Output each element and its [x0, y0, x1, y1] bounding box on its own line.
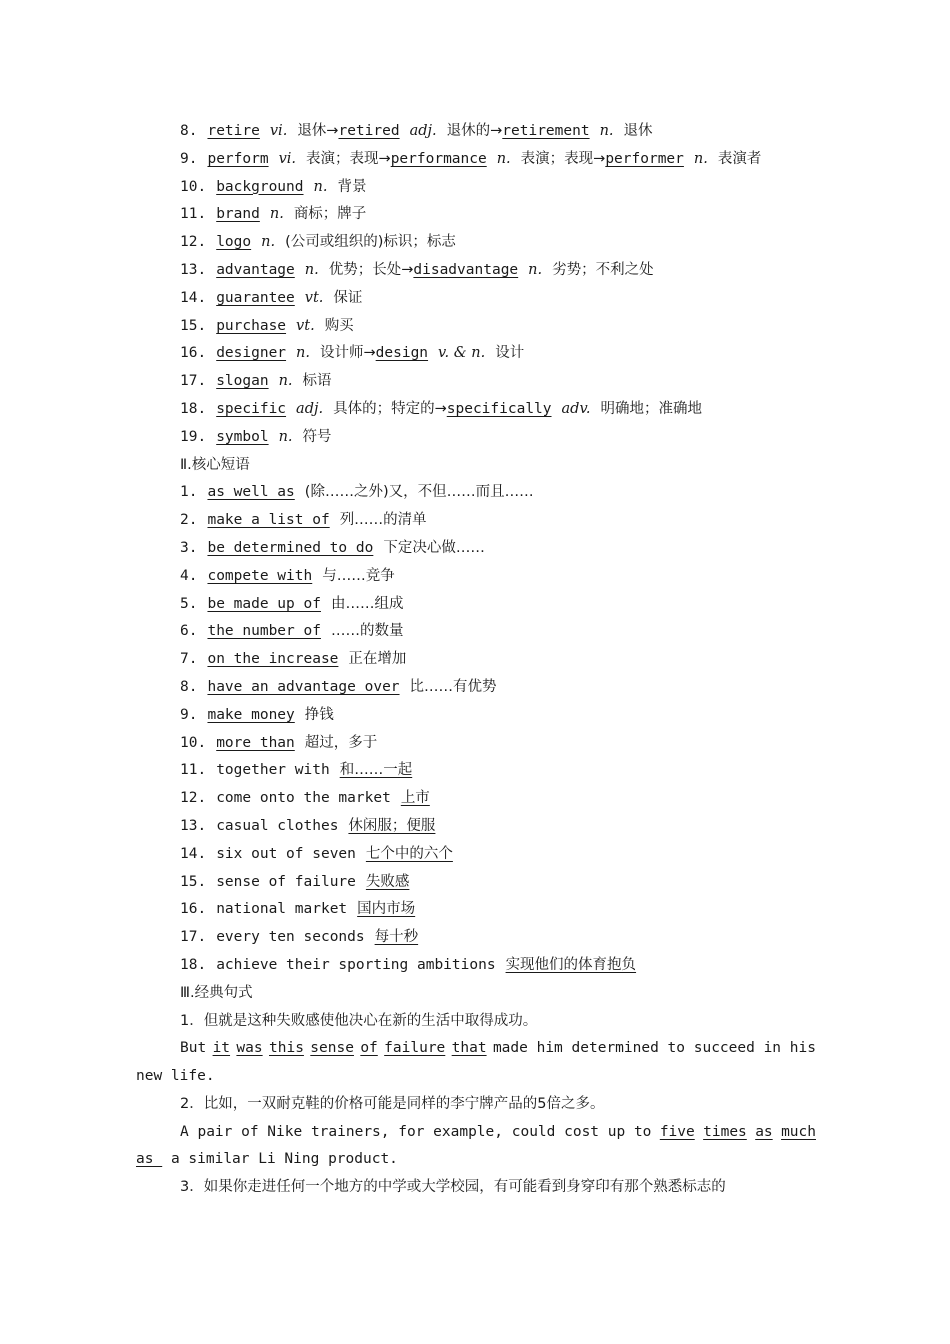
phrase-english: more than — [216, 734, 295, 751]
phrase-chinese: 休闲服；便服 — [348, 817, 436, 834]
blank-word: it — [212, 1040, 231, 1057]
blank-word: failure — [384, 1040, 446, 1057]
vocab-meaning: 符号 — [302, 428, 332, 445]
phrase-english: casual clothes — [216, 817, 339, 834]
item-number: 18. — [180, 956, 207, 973]
part-of-speech: n. — [528, 261, 543, 278]
part-of-speech: adj. — [296, 400, 324, 417]
vocab-meaning: 优势；长处→ — [328, 261, 414, 278]
part-of-speech: vi. — [269, 123, 288, 139]
blank-word: sense — [310, 1040, 354, 1057]
blank-word: five — [659, 1123, 695, 1140]
phrase-list-translate — [136, 757, 816, 979]
phrase-item — [136, 841, 816, 869]
item-number: 2. — [180, 512, 198, 529]
part-of-speech: n. — [269, 206, 284, 223]
item-number: 5. — [180, 595, 198, 612]
phrase-chinese: 上市 — [400, 790, 430, 807]
phrase-item — [136, 952, 816, 980]
part-of-speech: n. — [304, 261, 319, 278]
part-of-speech: n. — [261, 234, 276, 251]
item-number: 12. — [180, 790, 207, 807]
phrase-item — [136, 924, 816, 952]
sentence-2-continuation — [136, 1146, 816, 1174]
blank-word: as — [755, 1123, 773, 1140]
item-number: 14. — [180, 845, 207, 862]
vocab-word: disadvantage — [413, 261, 519, 278]
vocab-meaning: 明确地；准确地 — [600, 400, 703, 417]
phrase-chinese: 由……组成 — [330, 595, 404, 612]
phrase-english: six out of seven — [216, 845, 356, 862]
item-number: 12. — [180, 234, 207, 251]
phrase-english: on the increase — [207, 651, 339, 668]
phrase-english: national market — [216, 901, 348, 918]
vocab-meaning: 表演；表现→ — [520, 150, 606, 167]
sentence-2-chinese: 2．比如，一双耐克鞋的价格可能是同样的李宁牌产品的5倍之多。 — [180, 1095, 605, 1112]
part-of-speech: n. — [313, 178, 328, 195]
part-of-speech: n. — [296, 345, 310, 362]
phrase-english: have an advantage over — [207, 678, 400, 695]
vocab-meaning: 背景 — [337, 178, 367, 195]
phrase-item — [136, 591, 816, 619]
phrase-item — [136, 646, 816, 674]
vocab-meaning: 表演；表现→ — [306, 150, 391, 167]
phrase-english: make a list of — [207, 512, 330, 529]
vocab-word: advantage — [216, 261, 295, 278]
part-of-speech: adv. — [561, 400, 591, 417]
part-of-speech: n. — [599, 123, 614, 139]
phrase-chinese: 七个中的六个 — [365, 845, 453, 862]
vocab-item — [136, 174, 816, 202]
phrase-chinese: 比……有优势 — [409, 678, 497, 695]
sentence-1-english — [136, 1035, 816, 1063]
blank-word: much — [781, 1123, 816, 1140]
vocab-item — [136, 396, 816, 424]
phrase-english: be determined to do — [207, 539, 374, 556]
phrase-item — [136, 563, 816, 591]
item-number: 9. — [180, 150, 198, 167]
vocab-item — [136, 424, 816, 452]
vocab-word: background — [216, 178, 304, 195]
phrase-chinese: ……的数量 — [330, 623, 404, 640]
phrase-english: the number of — [207, 623, 321, 640]
phrase-chinese: 失败感 — [365, 873, 410, 890]
part-of-speech: adj. — [409, 123, 437, 139]
part-of-speech: v. & n. — [438, 345, 486, 362]
vocab-meaning: 保证 — [333, 289, 363, 306]
blank-word: of — [360, 1040, 378, 1057]
part-of-speech: n. — [278, 373, 293, 390]
vocab-item — [136, 118, 816, 146]
item-number: 18. — [180, 400, 207, 417]
vocab-word: specific — [216, 400, 287, 417]
phrase-chinese: 下定决心做…… — [383, 539, 485, 556]
item-number: 11. — [180, 762, 207, 779]
vocab-word: purchase — [216, 317, 287, 334]
vocab-meaning: 设计 — [495, 345, 525, 362]
item-number: 3. — [180, 539, 198, 556]
vocab-meaning: 表演者 — [717, 150, 762, 167]
sentence-1-lead: But — [180, 1040, 207, 1057]
vocab-meaning: 购买 — [324, 317, 354, 334]
item-number: 10. — [180, 178, 207, 195]
vocab-item — [136, 313, 816, 341]
part-of-speech: vt. — [296, 317, 315, 334]
part-of-speech: n. — [693, 150, 708, 167]
blank-word: times — [703, 1123, 747, 1140]
phrase-english: make money — [207, 706, 295, 723]
vocab-meaning: 设计师→ — [320, 345, 376, 362]
item-number: 10. — [180, 734, 207, 751]
item-number: 19. — [180, 428, 207, 445]
phrase-item — [136, 896, 816, 924]
item-number: 14. — [180, 289, 207, 306]
phrase-english: achieve their sporting ambitions — [216, 956, 496, 973]
vocab-meaning: 标语 — [302, 373, 332, 390]
phrase-english: every ten seconds — [216, 929, 365, 946]
vocab-meaning: 退休 — [623, 123, 653, 139]
phrase-english: come onto the market — [216, 790, 391, 807]
phrase-item — [136, 730, 816, 758]
vocab-word: symbol — [216, 428, 269, 445]
phrase-chinese: 和……一起 — [339, 762, 413, 779]
phrase-chinese: 实现他们的体育抱负 — [505, 956, 637, 973]
vocab-meaning: 劣势；不利之处 — [552, 261, 654, 278]
vocab-meaning: 商标；牌子 — [293, 206, 367, 223]
item-number: 17. — [180, 929, 207, 946]
vocab-word: guarantee — [216, 289, 295, 306]
phrase-item — [136, 674, 816, 702]
vocab-item — [136, 340, 816, 368]
phrase-english: sense of failure — [216, 873, 356, 890]
sentence-1-chinese: 1．但就是这种失败感使他决心在新的生活中取得成功。 — [180, 1012, 538, 1029]
blank-word: that — [451, 1040, 487, 1057]
blank-word: this — [269, 1040, 304, 1057]
item-number: 1. — [180, 484, 198, 501]
vocab-item — [136, 201, 816, 229]
phrase-chinese: 正在增加 — [348, 651, 407, 668]
item-number: 8. — [180, 678, 198, 695]
blank-word: as — [136, 1151, 163, 1168]
vocab-word: performer — [605, 150, 684, 167]
item-number: 7. — [180, 651, 198, 668]
vocab-word: logo — [216, 234, 252, 251]
phrase-item — [136, 757, 816, 785]
vocab-word: designer — [216, 345, 287, 362]
part-of-speech: n. — [496, 150, 511, 167]
item-number: 11. — [180, 206, 207, 223]
vocab-word: performance — [390, 150, 487, 167]
vocab-item — [136, 229, 816, 257]
vocab-item — [136, 285, 816, 313]
vocab-word: retire — [207, 123, 260, 139]
phrase-item — [136, 813, 816, 841]
phrase-item — [136, 785, 816, 813]
phrase-english: as well as — [207, 484, 295, 501]
phrase-item — [136, 702, 816, 730]
vocab-item — [136, 257, 816, 285]
phrase-english: be made up of — [207, 595, 321, 612]
phrase-chinese: 挣钱 — [304, 706, 334, 723]
vocab-meaning: 退休→ — [297, 123, 339, 139]
phrase-chinese: (除……之外)又，不但……而且…… — [304, 484, 534, 501]
blank-word: was — [236, 1040, 263, 1057]
item-number: 13. — [180, 817, 207, 834]
vocab-word: slogan — [216, 373, 269, 390]
document-content — [136, 118, 816, 1202]
phrase-item — [136, 618, 816, 646]
phrase-chinese: 国内市场 — [357, 901, 416, 918]
vocab-word: retired — [338, 123, 400, 139]
phrase-chinese: 列……的清单 — [339, 512, 427, 529]
section-heading-sentences: Ⅲ.经典句式 — [180, 984, 253, 1001]
item-number: 17. — [180, 373, 207, 390]
vocabulary-list — [136, 118, 816, 452]
vocab-item — [136, 368, 816, 396]
item-number: 6. — [180, 623, 198, 640]
vocab-meaning: 退休的→ — [446, 123, 503, 139]
vocab-meaning: (公司或组织的)标识；标志 — [285, 234, 456, 251]
phrase-chinese: 与……竞争 — [322, 567, 395, 584]
vocab-meaning: 具体的；特定的→ — [333, 400, 447, 417]
phrase-item — [136, 869, 816, 897]
sentence-1-rest: made him determined to succeed in his — [492, 1040, 816, 1057]
vocab-word: specifically — [446, 400, 552, 417]
item-number: 15. — [180, 317, 207, 334]
item-number: 15. — [180, 873, 207, 890]
sentence-1-continuation: new life. — [136, 1068, 215, 1085]
sentence-2-lead: A pair of Nike trainers, for example, could cost up to — [180, 1123, 652, 1140]
phrase-item — [136, 507, 816, 535]
vocab-word: design — [375, 345, 429, 362]
section-heading-phrases: Ⅱ.核心短语 — [180, 456, 250, 473]
phrase-item — [136, 535, 816, 563]
phrase-english: together with — [216, 762, 330, 779]
phrase-item — [136, 479, 816, 507]
sentence-3-chinese: 3．如果你走进任何一个地方的中学或大学校园，有可能看到身穿印有那个熟悉标志的 — [180, 1179, 726, 1196]
part-of-speech: vt. — [304, 289, 324, 306]
vocab-word: perform — [207, 150, 269, 167]
item-number: 4. — [180, 567, 198, 584]
item-number: 13. — [180, 261, 207, 278]
vocab-word: retirement — [502, 123, 590, 139]
sentence-2-rest: a similar Li Ning product. — [170, 1151, 398, 1168]
phrase-list — [136, 479, 816, 757]
phrase-english: compete with — [207, 567, 313, 584]
phrase-chinese: 超过，多于 — [304, 734, 378, 751]
part-of-speech: n. — [278, 428, 293, 445]
item-number: 16. — [180, 345, 207, 362]
vocab-word: brand — [216, 206, 260, 223]
item-number: 16. — [180, 901, 207, 918]
item-number: 8. — [180, 123, 198, 139]
sentence-2-english — [136, 1119, 816, 1147]
item-number: 9. — [180, 706, 198, 723]
phrase-chinese: 每十秒 — [374, 929, 419, 946]
vocab-item — [136, 146, 816, 174]
part-of-speech: vi. — [278, 150, 297, 167]
